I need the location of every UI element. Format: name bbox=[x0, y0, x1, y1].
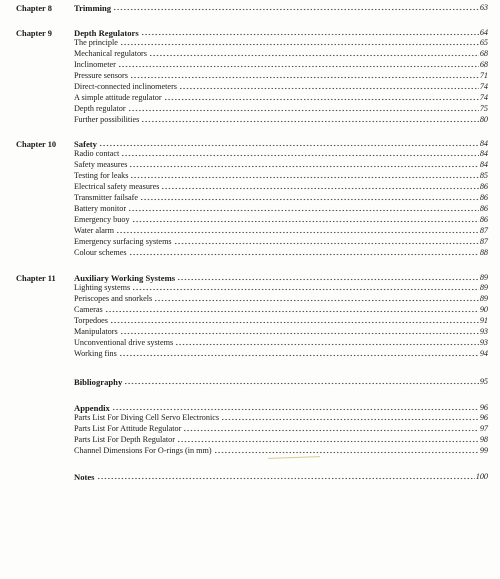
dot-leader bbox=[179, 82, 479, 90]
page-number: 97 bbox=[479, 424, 488, 433]
chapter-title: Trimming bbox=[74, 3, 112, 13]
dot-leader bbox=[161, 182, 478, 190]
page-number: 65 bbox=[479, 38, 488, 47]
page-number: 64 bbox=[479, 28, 488, 37]
dot-leader bbox=[128, 104, 479, 112]
entry-label: Working fins bbox=[74, 349, 117, 358]
entry-label: Emergency buoy bbox=[74, 215, 130, 224]
dot-leader bbox=[97, 472, 475, 480]
dot-leader bbox=[116, 226, 479, 234]
entry-label: Unconventional drive systems bbox=[74, 338, 174, 347]
page-number: 94 bbox=[479, 349, 488, 358]
dot-leader bbox=[129, 248, 479, 256]
toc-entry bbox=[74, 149, 488, 159]
chapter-heading bbox=[74, 403, 488, 413]
toc-entry bbox=[74, 93, 488, 103]
toc-entry bbox=[74, 424, 488, 434]
page-number: 96 bbox=[479, 403, 488, 412]
dot-leader bbox=[141, 115, 479, 123]
chapter-title: Appendix bbox=[74, 403, 110, 413]
toc-entry bbox=[74, 413, 488, 423]
page-number: 84 bbox=[479, 139, 488, 148]
toc-entry bbox=[74, 435, 488, 445]
dot-leader bbox=[129, 160, 478, 168]
entry-label: A simple attitude regulator bbox=[74, 93, 162, 102]
entry-label: Water alarm bbox=[74, 226, 115, 235]
toc-entry bbox=[74, 60, 488, 70]
page-number: 87 bbox=[479, 237, 488, 246]
chapter-label: Chapter 9 bbox=[16, 29, 52, 38]
dot-leader bbox=[121, 149, 479, 157]
page-number: 89 bbox=[479, 294, 488, 303]
entry-label: Safety measures bbox=[74, 160, 128, 169]
dot-leader bbox=[175, 338, 479, 346]
chapter-heading bbox=[74, 472, 488, 482]
entry-label: Cameras bbox=[74, 305, 103, 314]
chapter-title: Safety bbox=[74, 139, 97, 149]
dot-leader bbox=[130, 71, 479, 79]
page-number: 86 bbox=[479, 182, 488, 191]
entry-label: The principle bbox=[74, 38, 118, 47]
dot-leader bbox=[164, 93, 479, 101]
dot-leader bbox=[132, 215, 479, 223]
dot-leader bbox=[110, 316, 479, 324]
toc-entry bbox=[74, 49, 488, 59]
chapter-heading bbox=[74, 273, 488, 283]
entry-label: Torpedoes bbox=[74, 316, 108, 325]
dot-leader bbox=[124, 377, 479, 385]
dot-leader bbox=[119, 349, 479, 357]
chapter-heading bbox=[74, 377, 488, 387]
page-number: 68 bbox=[479, 49, 488, 58]
page-number: 85 bbox=[479, 171, 488, 180]
chapter-title: Auxiliary Working Systems bbox=[74, 273, 176, 283]
toc-entry bbox=[74, 248, 488, 258]
toc-entry bbox=[74, 82, 488, 92]
page-number: 89 bbox=[479, 283, 488, 292]
entry-label: Periscopes and snorkels bbox=[74, 294, 153, 303]
page-number: 86 bbox=[479, 204, 488, 213]
dot-leader bbox=[113, 3, 479, 11]
page-number: 90 bbox=[479, 305, 488, 314]
toc-entry bbox=[74, 316, 488, 326]
toc-entry bbox=[74, 294, 488, 304]
page-number: 84 bbox=[479, 149, 488, 158]
dot-leader bbox=[99, 139, 479, 147]
toc-entry bbox=[74, 349, 488, 359]
toc-entry bbox=[74, 71, 488, 81]
entry-label: Testing for leaks bbox=[74, 171, 129, 180]
chapter-label: Chapter 11 bbox=[16, 274, 56, 283]
page-number: 63 bbox=[479, 3, 488, 12]
dot-leader bbox=[132, 283, 479, 291]
dot-leader bbox=[177, 273, 479, 281]
chapter-label: Chapter 10 bbox=[16, 140, 57, 149]
chapter-title: Notes bbox=[74, 472, 95, 482]
dot-leader bbox=[221, 413, 479, 421]
toc-entry bbox=[74, 215, 488, 225]
entry-label: Parts List For Depth Regulator bbox=[74, 435, 175, 444]
page-number: 88 bbox=[479, 248, 488, 257]
page-number: 91 bbox=[479, 316, 488, 325]
page-number: 74 bbox=[479, 82, 488, 91]
entry-label: Radio contact bbox=[74, 149, 120, 158]
entry-label: Lighting systems bbox=[74, 283, 131, 292]
dot-leader bbox=[120, 38, 479, 46]
toc-entry bbox=[74, 104, 488, 114]
chapter-heading bbox=[74, 139, 488, 149]
dot-leader bbox=[154, 294, 479, 302]
page-number: 93 bbox=[479, 338, 488, 347]
entry-label: Pressure sensors bbox=[74, 71, 128, 80]
entry-label: Inclinometer bbox=[74, 60, 116, 69]
dot-leader bbox=[149, 49, 479, 57]
dot-leader bbox=[130, 171, 478, 179]
page-number: 80 bbox=[479, 115, 488, 124]
entry-label: Direct-connected inclinometers bbox=[74, 82, 177, 91]
toc-entry bbox=[74, 237, 488, 247]
page-number: 95 bbox=[479, 377, 488, 386]
chapter-title: Bibliography bbox=[74, 377, 123, 387]
toc-entry bbox=[74, 283, 488, 293]
dot-leader bbox=[174, 237, 479, 245]
toc-entry bbox=[74, 327, 488, 337]
chapter-label: Chapter 8 bbox=[16, 4, 52, 13]
dot-leader bbox=[141, 28, 479, 36]
page-number: 98 bbox=[479, 435, 488, 444]
page-number: 84 bbox=[479, 160, 488, 169]
toc-entry bbox=[74, 38, 488, 48]
toc-entry bbox=[74, 193, 488, 203]
page-number: 89 bbox=[479, 273, 488, 282]
page-number: 75 bbox=[479, 104, 488, 113]
entry-label: Channel Dimensions For O-rings (in mm) bbox=[74, 446, 212, 455]
toc-entry bbox=[74, 226, 488, 236]
page-number: 86 bbox=[479, 193, 488, 202]
page-number: 71 bbox=[479, 71, 488, 80]
chapter-title: Depth Regulators bbox=[74, 28, 139, 38]
dot-leader bbox=[128, 204, 479, 212]
page-number: 68 bbox=[479, 60, 488, 69]
entry-label: Colour schemes bbox=[74, 248, 127, 257]
dot-leader bbox=[112, 403, 479, 411]
page-number: 86 bbox=[479, 215, 488, 224]
dot-leader bbox=[214, 446, 479, 454]
scan-mark bbox=[268, 456, 320, 459]
entry-label: Manipulators bbox=[74, 327, 118, 336]
chapter-heading bbox=[74, 3, 488, 13]
entry-label: Electrical safety measures bbox=[74, 182, 160, 191]
toc-entry bbox=[74, 171, 488, 181]
toc-entry bbox=[74, 182, 488, 192]
toc-entry bbox=[74, 446, 488, 456]
toc-entry bbox=[74, 160, 488, 170]
dot-leader bbox=[105, 305, 479, 313]
chapter-heading bbox=[74, 28, 488, 38]
entry-label: Parts List For Diving Cell Servo Electronics bbox=[74, 413, 220, 422]
toc-entry bbox=[74, 115, 488, 125]
page-number: 93 bbox=[479, 327, 488, 336]
page-number: 99 bbox=[479, 446, 488, 455]
dot-leader bbox=[183, 424, 478, 432]
entry-label: Depth regulator bbox=[74, 104, 126, 113]
entry-label: Battery monitor bbox=[74, 204, 127, 213]
toc-entry bbox=[74, 305, 488, 315]
page-number: 87 bbox=[479, 226, 488, 235]
page-number: 96 bbox=[479, 413, 488, 422]
entry-label: Transmitter failsafe bbox=[74, 193, 139, 202]
entry-label: Emergency surfacing systems bbox=[74, 237, 172, 246]
page-number: 74 bbox=[479, 93, 488, 102]
dot-leader bbox=[120, 327, 479, 335]
toc-entry bbox=[74, 204, 488, 214]
entry-label: Parts List For Attitude Regulator bbox=[74, 424, 182, 433]
toc-entry bbox=[74, 338, 488, 348]
entry-label: Mechanical regulators bbox=[74, 49, 147, 58]
page-number: 100 bbox=[475, 472, 488, 481]
entry-label: Further possibilities bbox=[74, 115, 140, 124]
dot-leader bbox=[177, 435, 479, 443]
dot-leader bbox=[140, 193, 479, 201]
dot-leader bbox=[118, 60, 479, 68]
